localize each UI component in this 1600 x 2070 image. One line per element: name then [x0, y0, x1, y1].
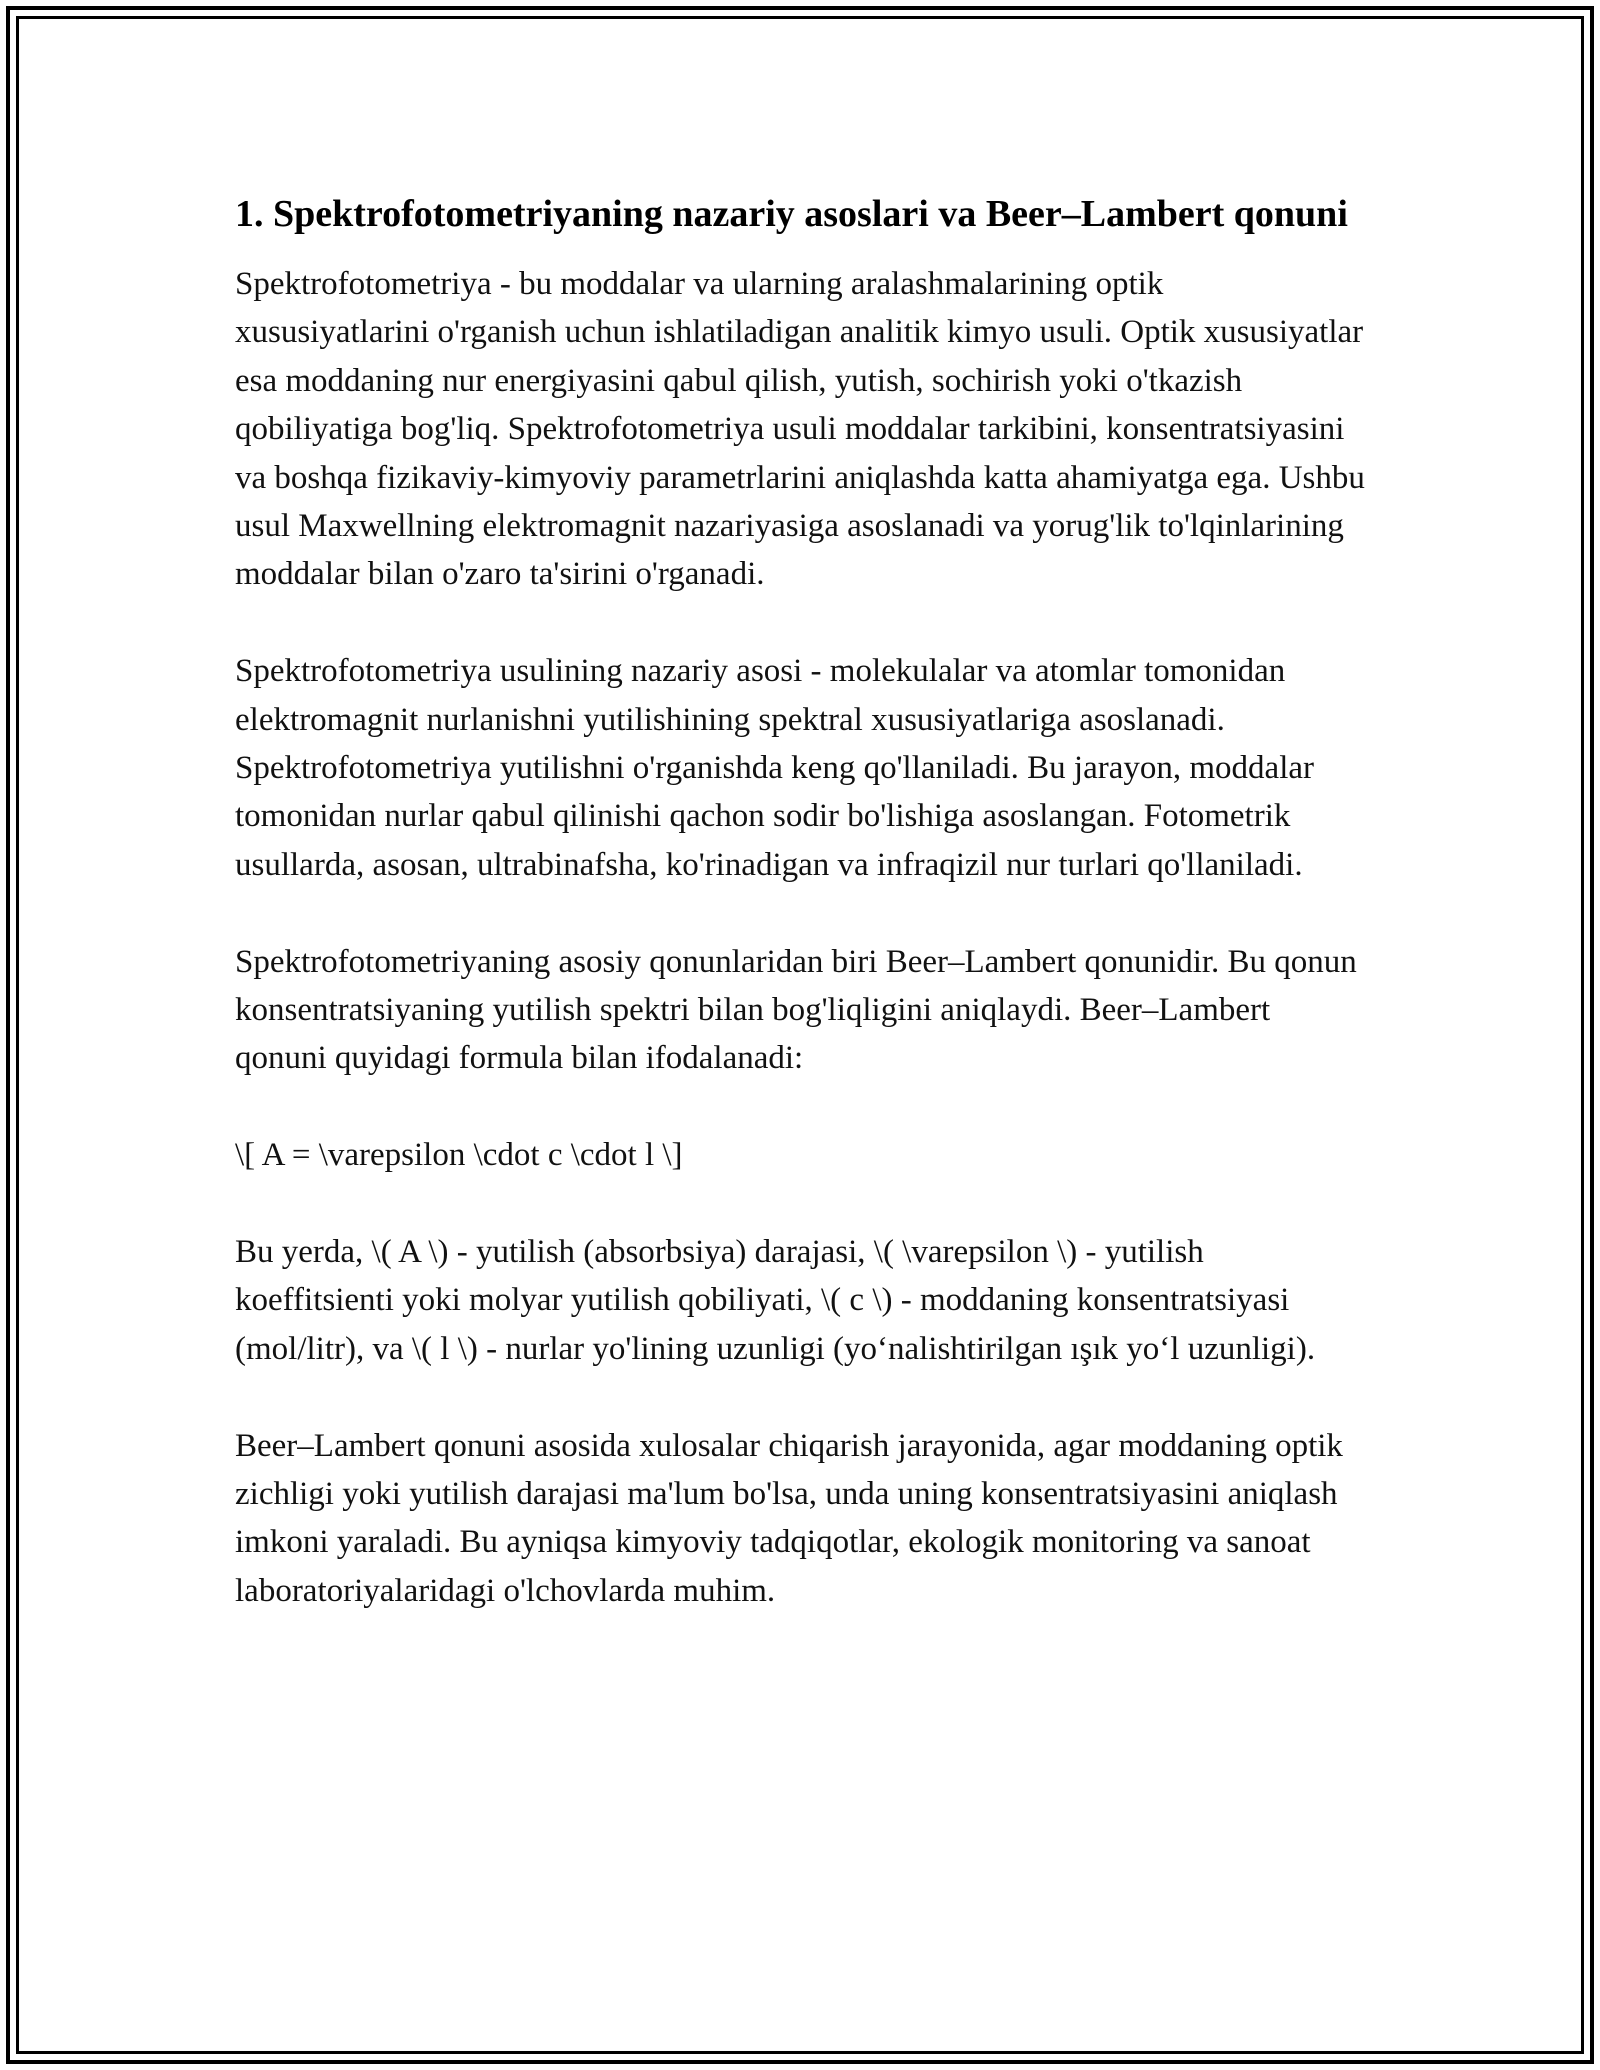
paragraph-theory: Spektrofotometriya usulining nazariy asosi - molekulalar va atomlar tomonidan elektromagnit nurlanishni yutilishining spektral xususiyatlariga asoslanadi. Spektrofotometriya yutilishni o'rganishda keng qo'llaniladi. Bu jarayon, moddalar tomonidan nurlar qabul qilinishi qachon sodir bo'lishiga asoslangan. Fotometrik usullarda, asosan, ultrabinafsha, ko'rinadigan va infraqizil nur turlari qo'llaniladi.	[235, 653, 1314, 883]
paragraph-intro: Spektrofotometriya - bu moddalar va ularning aralashmalarining optik xususiyatlarini o'rganish uchun ishlatiladigan analitik kimyo usuli. Optik xususiyatlar esa moddaning nur energiyasini qabul qilish, yutish, sochirish yoki o'tkazish qobiliyatiga bog'liq. Spektrofotometriya usuli moddalar tarkibini, konsentratsiyasini va boshqa fizikaviy-kimyoviy parametrlarini aniqlashda katta ahamiyatga ega. Ushbu usul Maxwellning elektromagnit nazariyasiga asoslanadi va yorug'lik to'lqinlarining moddalar bilan o'zaro ta'sirini o'rganadi.	[235, 266, 1365, 593]
paragraph-variables: Bu yerda, \( A \) - yutilish (absorbsiya) darajasi, \( \varepsilon \) - yutilish koeffitsienti yoki molyar yutilish qobiliyati, \( c \) - moddaning konsentratsiyasi (mol/litr), va \( l \) - nurlar yo'lining uzunligi (yo‘nalishtirilgan ışık yo‘l uzunligi).	[235, 1234, 1316, 1367]
paragraph-conclusion: Beer–Lambert qonuni asosida xulosalar chiqarish jarayonida, agar moddaning optik zichligi yoki yutilish darajasi ma'lum bo'lsa, unda uning konsentratsiyasini aniqlash imkoni yaraladi. Bu ayniqsa kimyoviy tadqiqotlar, ekologik monitoring va sanoat laboratoriyalaridagi o'lchovlarda muhim.	[235, 1427, 1343, 1609]
formula-beer-lambert: \[ A = \varepsilon \cdot c \cdot l \]	[235, 1137, 683, 1174]
section-heading: 1. Spektrofotometriyaning nazariy asoslari va Beer–Lambert qonuni	[235, 193, 1348, 235]
paragraph-beer-lambert: Spektrofotometriyaning asosiy qonunlaridan biri Beer–Lambert qonunidir. Bu qonun konsentratsiyaning yutilish spektri bilan bog'liqligini aniqlaydi. Beer–Lambert qonuni quyidagi formula bilan ifodalanadi:	[235, 943, 1357, 1077]
document-body	[235, 186, 1365, 1664]
